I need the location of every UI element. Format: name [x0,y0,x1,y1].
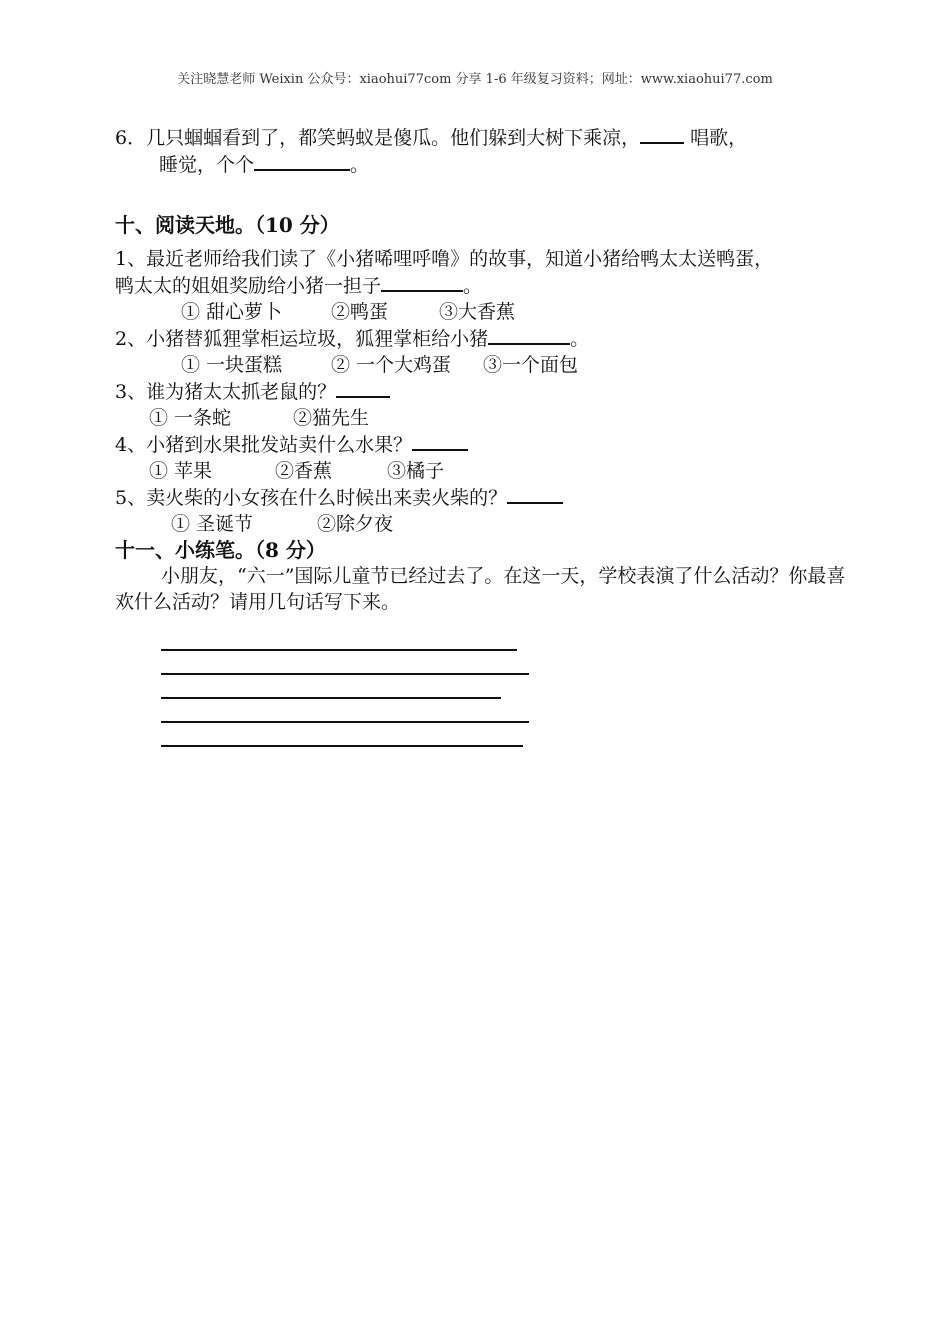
answer-blank[interactable] [640,124,684,144]
answer-blank[interactable] [381,272,463,292]
reading-q5-text: 5、卖火柴的小女孩在什么时候出来卖火柴的？ [115,487,508,509]
writing-lines [115,627,855,747]
question-6 [115,124,855,178]
question-6-line-1 [115,124,855,151]
answer-blank[interactable] [507,484,563,504]
reading-q3 [115,378,855,405]
reading-q4-options [115,458,855,484]
option[interactable]: ②除夕夜 [317,513,394,535]
writing-line[interactable] [161,723,523,747]
option[interactable]: ③一个面包 [483,354,579,376]
reading-q1-options [115,299,855,325]
reading-q4 [115,431,855,458]
option[interactable]: ① 圣诞节 [171,513,254,535]
reading-questions [115,246,855,537]
writing-line[interactable] [161,627,517,651]
question-6-line-2 [115,151,855,178]
reading-q1-end: 。 [463,275,483,297]
reading-q4-text: 4、小猪到水果批发站卖什么水果？ [115,434,413,456]
question-6-text-c: 睡觉，个个 [159,154,255,176]
reading-q5-options [115,511,855,537]
option[interactable]: ②猫先生 [293,407,370,429]
option[interactable]: ③大香蕉 [439,301,516,323]
writing-line[interactable] [161,651,529,675]
option[interactable]: ②香蕉 [275,460,333,482]
reading-q2-text: 2、小猪替狐狸掌柜运垃圾，狐狸掌柜给小猪 [115,328,489,350]
option[interactable]: ③橘子 [387,460,445,482]
page-header: 关注晓慧老师 Weixin 公众号：xiaohui77com 分享 1-6 年级复习资料；网址：www.xiaohui77.com [177,72,773,87]
option[interactable]: ②鸭蛋 [331,301,389,323]
writing-line[interactable] [161,699,529,723]
option[interactable]: ② 一个大鸡蛋 [331,354,452,376]
option[interactable]: ① 甜心萝卜 [181,301,283,323]
option[interactable]: ① 一块蛋糕 [181,354,283,376]
answer-blank[interactable] [412,431,468,451]
option[interactable]: ① 一条蛇 [149,407,232,429]
reading-q1-text: 鸭太太的姐姐奖励给小猪一担子 [115,275,382,297]
reading-q2-end: 。 [570,328,590,350]
question-6-text-b: 唱歌， [684,127,748,149]
section-11-title: 十一、小练笔。（8 分） [115,538,326,562]
worksheet-content [115,124,855,747]
reading-q1-line-1: 1、最近老师给我们读了《小猪唏哩呼噜》的故事，知道小猪给鸭太太送鸭蛋， [115,248,774,270]
reading-q3-options [115,405,855,431]
reading-q2-options [115,352,855,378]
reading-q1-line-2 [115,272,855,299]
writing-prompt: 小朋友，“六一”国际儿童节已经过去了。在这一天，学校表演了什么活动？你最喜欢什么活动？请用几句话写下来。 [115,565,846,613]
answer-blank[interactable] [254,151,350,171]
section-10-title: 十、阅读天地。（10 分） [115,213,340,237]
option[interactable]: ① 苹果 [149,460,213,482]
writing-line[interactable] [161,675,501,699]
question-6-text-d: 。 [350,154,370,176]
question-6-text-a: 6．几只蝈蝈看到了，都笑蚂蚁是傻瓜。他们躲到大树下乘凉， [115,127,641,149]
answer-blank[interactable] [336,378,390,398]
reading-q3-text: 3、谁为猪太太抓老鼠的？ [115,381,337,403]
answer-blank[interactable] [488,325,570,345]
reading-q2 [115,325,855,352]
reading-q5 [115,484,855,511]
